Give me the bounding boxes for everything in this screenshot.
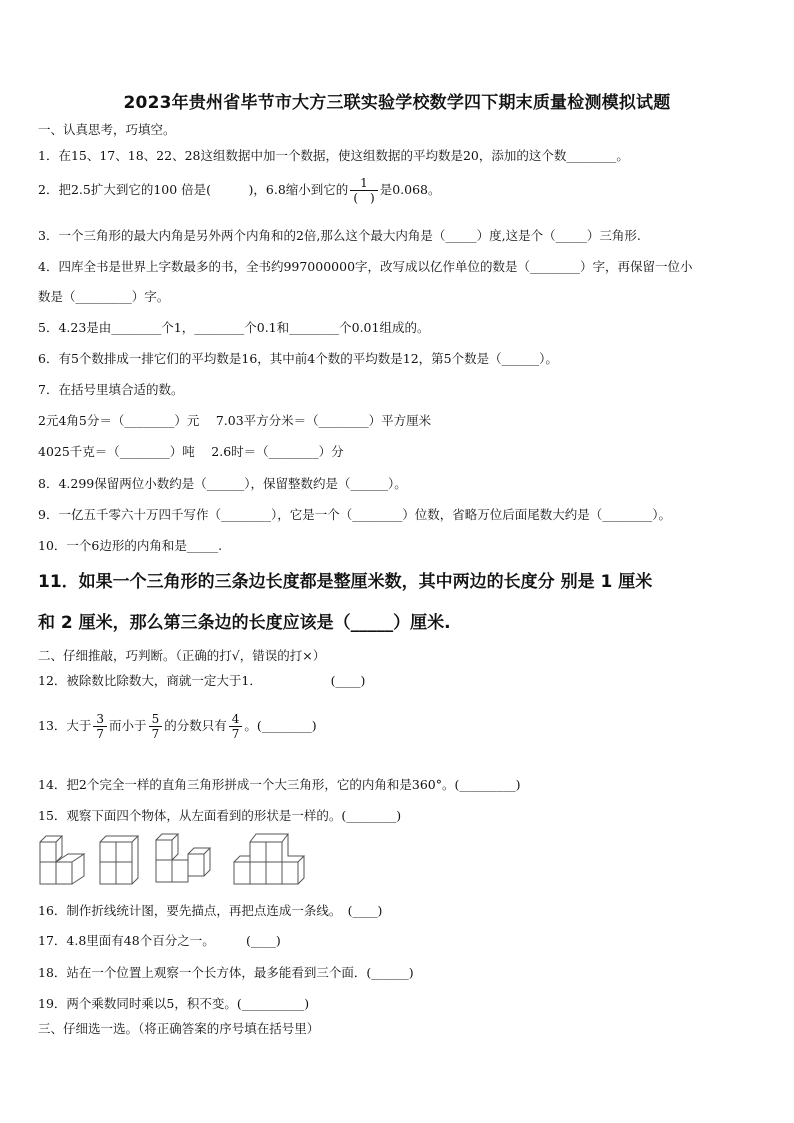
question-14: 14．把2个完全一样的直角三角形拼成一个大三角形，它的内角和是360°。(_________) [38, 777, 521, 792]
question-2 [38, 176, 440, 205]
fraction-4-7 [229, 712, 243, 741]
question-3: 3．一个三角形的最大内角是另外两个内角和的2倍,那么这个最大内角是（_____）度,这是个（_____）三角形. [38, 228, 641, 243]
question-2-after: 是0.068。 [379, 182, 441, 197]
question-15: 15．观察下面四个物体，从左面看到的形状是一样的。(________) [38, 808, 402, 823]
question-13-mid-1: 而小于 [109, 718, 147, 733]
question-7-line-2: 4025千克＝（________）吨 2.6时＝（________）分 [38, 444, 344, 459]
fraction-3-7-a [93, 712, 107, 741]
question-12: 12．被除数比除数大，商就一定大于1． (____) [38, 673, 366, 688]
section-heading-1: 一、认真思考，巧填空。 [38, 122, 176, 137]
section-heading-2: 二、仔细推敲，巧判断。（正确的打√，错误的打×） [38, 648, 326, 663]
cube-figures [38, 830, 338, 890]
question-4-line-1: 4．四库全书是世界上字数最多的书，全书约997000000字，改写成以亿作单位的数是（________）字，再保留一位小 [38, 259, 693, 274]
question-7-line-1: 2元4角5分＝（________）元 7.03平方分米＝（________）平方厘米 [38, 413, 432, 428]
fraction-5-7 [149, 712, 163, 741]
question-18: 18．站在一个位置上观察一个长方体，最多能看到三个面．(______) [38, 965, 414, 980]
fraction-numerator: 5 [149, 712, 163, 727]
fraction-denominator: ( ) [353, 191, 375, 205]
question-11-line-1: 11．如果一个三角形的三条边长度都是整厘米数，其中两边的长度分 别是 1 厘米 [38, 572, 653, 592]
question-4-line-2: 数是（_________）字。 [38, 289, 170, 304]
cube-figure-2 [100, 836, 138, 884]
fraction-numerator: 1 [350, 176, 377, 191]
question-13-mid-2: 的分数只有 [164, 718, 227, 733]
cube-figure-4 [234, 834, 304, 884]
question-5: 5．4.23是由________个1，________个0.1和________个0.01组成的。 [38, 320, 430, 335]
question-13-prefix: 13．大于 [38, 718, 92, 733]
question-10: 10．一个6边形的内角和是_____. [38, 538, 223, 553]
page-title: 2023年贵州省毕节市大方三联实验学校数学四下期末质量检测模拟试题 [123, 93, 671, 113]
question-2-before: 2．把2.5扩大到它的100 倍是( )，6.8缩小到它的 [38, 182, 349, 197]
cube-figure-3 [156, 834, 210, 882]
fraction-denominator: 7 [96, 727, 105, 741]
question-19: 19．两个乘数同时乘以5，积不变。(__________) [38, 996, 310, 1011]
question-2-fraction [350, 176, 377, 205]
fraction-denominator: 7 [151, 727, 160, 741]
question-8: 8．4.299保留两位小数约是（______），保留整数约是（______）。 [38, 476, 407, 491]
section-heading-3: 三、仔细选一选。（将正确答案的序号填在括号里） [38, 1021, 320, 1036]
question-1: 1．在15、17、18、22、28这组数据中加一个数据，使这组数据的平均数是20，添加的这个数________。 [38, 148, 629, 163]
question-13 [38, 712, 317, 741]
question-7: 7．在括号里填合适的数。 [38, 382, 184, 397]
fraction-denominator: 7 [231, 727, 240, 741]
question-17: 17．4.8里面有48个百分之一。 (____) [38, 933, 281, 948]
fraction-numerator: 4 [229, 712, 243, 727]
fraction-numerator: 3 [93, 712, 107, 727]
question-11-line-2: 和 2 厘米，那么第三条边的长度应该是（_____）厘米. [38, 613, 451, 633]
question-16: 16．制作折线统计图，要先描点，再把点连成一条线。 (____) [38, 903, 383, 918]
question-9: 9．一亿五千零六十万四千写作（________），它是一个（________）位数，省略万位后面尾数大约是（________）。 [38, 507, 671, 522]
question-6: 6．有5个数排成一排它们的平均数是16，其中前4个数的平均数是12，第5个数是（______）。 [38, 351, 558, 366]
cube-figure-1 [40, 836, 84, 884]
question-13-suffix: 。(________) [244, 718, 317, 733]
